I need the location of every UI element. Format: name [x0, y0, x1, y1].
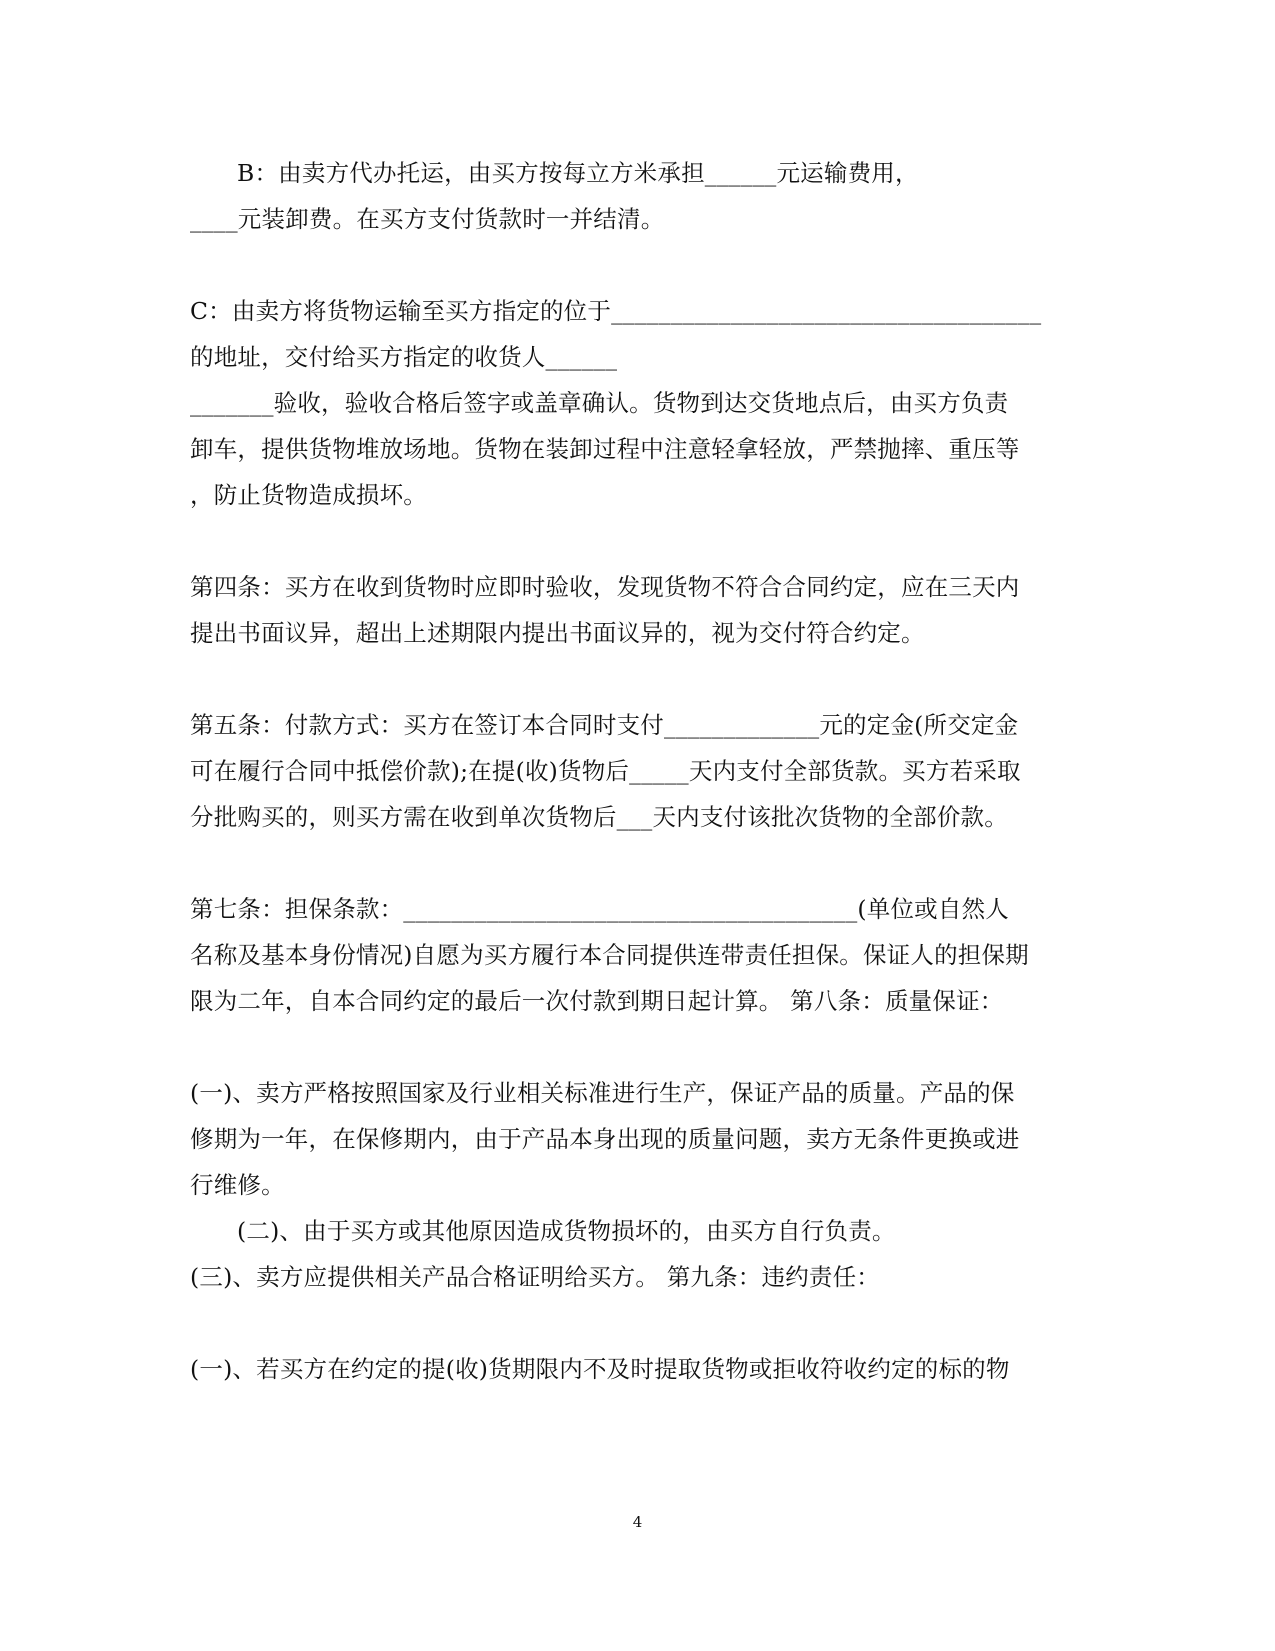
clause-b-line-1: B：由卖方代办托运，由买方按每立方米承担______元运输费用， [237, 159, 919, 187]
clause-c-line-3: _______验收，验收合格后签字或盖章确认。货物到达交货地点后，由买方负责 [190, 389, 1009, 417]
article-7-line-3: 限为二年，自本合同约定的最后一次付款到期日起计算。 第八条：质量保证： [190, 987, 1004, 1015]
quality-item-1-line-1: (一)、卖方严格按照国家及行业相关标准进行生产，保证产品的质量。产品的保 [190, 1079, 1015, 1107]
quality-item-3: (三)、卖方应提供相关产品合格证明给买方。 第九条：违约责任： [190, 1263, 881, 1291]
page-number: 4 [632, 1513, 643, 1531]
clause-b-line-2: ____元装卸费。在买方支付货款时一并结清。 [190, 205, 665, 233]
article-5-line-3: 分批购买的，则买方需在收到单次货物后___天内支付该批次货物的全部价款。 [190, 803, 1008, 831]
clause-c-line-2: 的地址，交付给买方指定的收货人______ [190, 343, 618, 371]
clause-c-line-1: C：由卖方将货物运输至买方指定的位于____________________________________ [190, 297, 1042, 325]
article-4-line-1: 第四条：买方在收到货物时应即时验收，发现货物不符合合同约定，应在三天内 [190, 573, 1020, 601]
article-5-line-1: 第五条：付款方式：买方在签订本合同时支付_____________元的定金(所交定金 [190, 711, 1019, 739]
quality-item-2: (二)、由于买方或其他原因造成货物损坏的，由买方自行负责。 [237, 1217, 896, 1245]
breach-item-1-line-1: (一)、若买方在约定的提(收)货期限内不及时提取货物或拒收符收约定的标的物 [190, 1355, 1010, 1383]
quality-item-1-line-2: 修期为一年，在保修期内，由于产品本身出现的质量问题，卖方无条件更换或进 [190, 1125, 1020, 1153]
quality-item-1-line-3: 行维修。 [190, 1171, 285, 1199]
article-4-line-2: 提出书面议异，超出上述期限内提出书面议异的，视为交付符合约定。 [190, 619, 925, 647]
article-7-line-1: 第七条：担保条款：______________________________________(单位或自然人 [190, 895, 1009, 923]
article-5-line-2: 可在履行合同中抵偿价款);在提(收)货物后_____天内支付全部货款。买方若采取 [190, 757, 1021, 785]
clause-c-line-4: 卸车，提供货物堆放场地。货物在装卸过程中注意轻拿轻放，严禁抛摔、重压等 [190, 435, 1020, 463]
clause-c-line-5: ，防止货物造成损坏。 [190, 481, 427, 509]
article-7-line-2: 名称及基本身份情况)自愿为买方履行本合同提供连带责任担保。保证人的担保期 [190, 941, 1029, 969]
